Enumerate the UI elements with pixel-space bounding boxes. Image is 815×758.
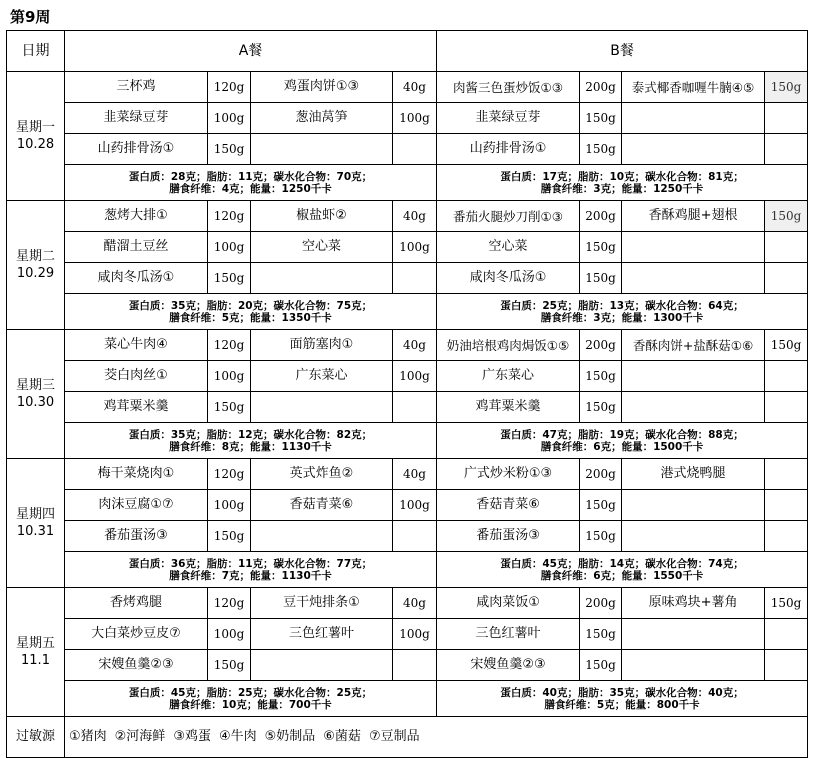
b-side-dish: 香酥肉饼+盐酥菇①⑥ — [622, 330, 765, 361]
a-meal-header: A餐 — [65, 31, 437, 72]
a-side-dish: 葱油莴笋 — [251, 103, 393, 134]
nutrition-row — [7, 552, 808, 588]
b-main-weight: 150g — [580, 521, 622, 552]
b-main-dish: 鸡茸粟米羹 — [437, 392, 580, 423]
b-nutrition-line-1: 蛋白质：47克；脂肪：19克；碳水化合物：88克； — [500, 428, 744, 441]
header-row — [7, 31, 808, 72]
allergen-item: ⑥菌菇 — [323, 729, 361, 744]
b-main-dish: 番茄火腿炒刀削①③ — [437, 201, 580, 232]
a-side-dish: 椒盐虾② — [251, 201, 393, 232]
a-side-weight — [393, 392, 437, 423]
allergen-item: ④牛肉 — [218, 729, 257, 744]
a-side-dish — [251, 650, 393, 681]
b-nutrition-line-1: 蛋白质：17克；脂肪：10克；碳水化合物：81克； — [500, 170, 744, 183]
a-main-dish: 醋溜土豆丝 — [65, 232, 208, 263]
a-nutrition-line-1: 蛋白质：35克；脂肪：12克；碳水化合物：82克； — [128, 428, 373, 441]
b-main-dish: 韭菜绿豆芽 — [437, 103, 580, 134]
b-main-dish: 咸肉冬瓜汤① — [437, 263, 580, 294]
a-main-dish: 咸肉冬瓜汤① — [65, 263, 208, 294]
b-side-dish: 原味鸡块+薯角 — [622, 588, 765, 619]
a-nutrition-line-2: 膳食纤维：8克；能量：1130千卡 — [169, 440, 332, 453]
a-main-weight: 150g — [208, 134, 251, 165]
b-main-weight: 150g — [580, 134, 622, 165]
b-side-dish — [622, 361, 765, 392]
b-nutrition — [437, 423, 808, 459]
a-side-dish: 香菇青菜⑥ — [251, 490, 393, 521]
b-main-dish: 番茄蛋汤③ — [437, 521, 580, 552]
b-nutrition-line-1: 蛋白质：25克；脂肪：13克；碳水化合物：64克； — [500, 299, 744, 312]
b-side-weight — [765, 103, 808, 134]
b-main-dish: 奶油培根鸡肉焗饭①⑤ — [437, 330, 580, 361]
a-nutrition-line-1: 蛋白质：28克；脂肪：11克；碳水化合物：70克； — [128, 170, 373, 183]
a-main-dish: 三杯鸡 — [65, 72, 208, 103]
b-nutrition-line-1: 蛋白质：45克；脂肪：14克；碳水化合物：74克； — [500, 557, 744, 570]
a-main-weight: 120g — [208, 201, 251, 232]
b-side-dish: 泰式椰香咖喱牛腩④⑤ — [622, 72, 765, 103]
b-side-dish — [622, 134, 765, 165]
a-side-weight: 100g — [393, 103, 437, 134]
a-side-weight: 100g — [393, 619, 437, 650]
a-main-weight: 120g — [208, 72, 251, 103]
allergy-legend — [65, 717, 808, 758]
nutrition-row — [7, 294, 808, 330]
b-side-weight — [765, 232, 808, 263]
allergy-label: 过敏源 — [7, 717, 65, 758]
date-label: 10.29 — [16, 266, 55, 281]
a-side-dish: 豆干炖排条① — [251, 588, 393, 619]
nutrition-row — [7, 165, 808, 201]
b-side-dish — [622, 650, 765, 681]
nutrition-row — [7, 681, 808, 717]
date-label: 10.31 — [16, 524, 55, 539]
b-main-weight: 150g — [580, 361, 622, 392]
a-main-weight: 150g — [208, 263, 251, 294]
dish-row — [7, 201, 808, 232]
b-main-weight: 200g — [580, 72, 622, 103]
a-side-dish: 鸡蛋肉饼①③ — [251, 72, 393, 103]
a-main-weight: 150g — [208, 521, 251, 552]
weekday-label: 星期一 — [15, 120, 55, 135]
b-main-weight: 150g — [580, 650, 622, 681]
dish-row — [7, 459, 808, 490]
b-side-dish — [622, 103, 765, 134]
a-main-dish: 茭白肉丝① — [65, 361, 208, 392]
date-label: 11.1 — [21, 653, 50, 668]
b-side-weight — [765, 619, 808, 650]
b-main-dish: 三色红薯叶 — [437, 619, 580, 650]
weekday-label: 星期三 — [15, 378, 55, 393]
b-side-weight: 150g — [765, 330, 808, 361]
a-side-weight: 40g — [393, 330, 437, 361]
a-side-weight: 40g — [393, 72, 437, 103]
a-main-weight: 100g — [208, 490, 251, 521]
b-side-weight — [765, 392, 808, 423]
a-side-weight — [393, 521, 437, 552]
a-nutrition-line-1: 蛋白质：36克；脂肪：11克；碳水化合物：77克； — [128, 557, 373, 570]
a-main-dish: 梅干菜烧肉① — [65, 459, 208, 490]
b-side-dish: 港式烧鸭腿 — [622, 459, 765, 490]
b-side-dish: 香酥鸡腿+翅根 — [622, 201, 765, 232]
a-main-dish: 宋嫂鱼羹②③ — [65, 650, 208, 681]
allergen-item: ①猪肉 — [69, 729, 107, 744]
b-side-weight — [765, 459, 808, 490]
a-nutrition — [65, 552, 437, 588]
b-side-dish — [622, 490, 765, 521]
b-main-dish: 香菇青菜⑥ — [437, 490, 580, 521]
b-nutrition — [437, 552, 808, 588]
b-main-weight: 200g — [580, 201, 622, 232]
a-side-dish: 面筋塞肉① — [251, 330, 393, 361]
a-side-dish — [251, 263, 393, 294]
b-main-dish: 空心菜 — [437, 232, 580, 263]
b-side-dish — [622, 619, 765, 650]
a-main-dish: 大白菜炒豆皮⑦ — [65, 619, 208, 650]
b-main-dish: 肉酱三色蛋炒饭①③ — [437, 72, 580, 103]
dish-row — [7, 490, 808, 521]
b-main-dish: 宋嫂鱼羹②③ — [437, 650, 580, 681]
b-side-dish — [622, 263, 765, 294]
week-title: 第9周 — [10, 8, 51, 26]
b-main-weight: 150g — [580, 263, 622, 294]
a-main-weight: 150g — [208, 392, 251, 423]
b-main-weight: 200g — [580, 459, 622, 490]
a-side-weight: 40g — [393, 201, 437, 232]
dish-row — [7, 232, 808, 263]
a-side-weight — [393, 263, 437, 294]
a-nutrition — [65, 681, 437, 717]
a-nutrition — [65, 294, 437, 330]
dish-row — [7, 650, 808, 681]
a-side-dish: 英式炸鱼② — [251, 459, 393, 490]
a-nutrition-line-2: 膳食纤维：7克；能量：1130千卡 — [169, 569, 332, 582]
weekday-label: 星期四 — [15, 507, 55, 522]
day-cell — [7, 588, 65, 717]
b-main-weight: 150g — [580, 103, 622, 134]
a-main-dish: 肉沫豆腐①⑦ — [65, 490, 208, 521]
a-main-dish: 山药排骨汤① — [65, 134, 208, 165]
b-main-weight: 150g — [580, 490, 622, 521]
b-main-weight: 200g — [580, 588, 622, 619]
weekday-label: 星期五 — [15, 636, 55, 651]
a-main-dish: 葱烤大排① — [65, 201, 208, 232]
allergen-item: ②河海鲜 — [114, 729, 166, 744]
a-side-weight: 100g — [393, 232, 437, 263]
nutrition-row — [7, 423, 808, 459]
b-side-dish — [622, 232, 765, 263]
b-meal-header: B餐 — [437, 31, 808, 72]
b-main-dish: 山药排骨汤① — [437, 134, 580, 165]
dish-row — [7, 134, 808, 165]
b-side-weight — [765, 134, 808, 165]
a-main-weight: 100g — [208, 232, 251, 263]
a-side-dish — [251, 134, 393, 165]
date-label: 10.28 — [16, 137, 55, 152]
a-side-dish — [251, 521, 393, 552]
a-main-dish: 韭菜绿豆芽 — [65, 103, 208, 134]
b-main-dish: 广式炒米粉①③ — [437, 459, 580, 490]
b-main-dish: 广东菜心 — [437, 361, 580, 392]
b-side-dish — [622, 521, 765, 552]
allergen-item: ⑦豆制品 — [368, 729, 420, 744]
dish-row — [7, 392, 808, 423]
b-side-dish — [622, 392, 765, 423]
b-nutrition-line-2: 膳食纤维：6克；能量：1500千卡 — [540, 440, 704, 453]
a-nutrition-line-1: 蛋白质：35克；脂肪：20克；碳水化合物：75克； — [128, 299, 373, 312]
a-main-weight: 100g — [208, 619, 251, 650]
b-nutrition-line-1: 蛋白质：40克；脂肪：35克；碳水化合物：40克； — [500, 686, 744, 699]
a-side-dish: 空心菜 — [251, 232, 393, 263]
a-main-weight: 120g — [208, 459, 251, 490]
day-cell — [7, 72, 65, 201]
a-main-dish: 番茄蛋汤③ — [65, 521, 208, 552]
b-side-weight — [765, 263, 808, 294]
b-nutrition-line-2: 膳食纤维：3克；能量：1300千卡 — [540, 311, 704, 324]
b-nutrition — [437, 681, 808, 717]
a-nutrition — [65, 165, 437, 201]
day-cell — [7, 201, 65, 330]
dish-row — [7, 361, 808, 392]
a-nutrition-line-2: 膳食纤维：5克；能量：1350千卡 — [169, 311, 332, 324]
menu-table — [6, 30, 808, 758]
a-nutrition-line-2: 膳食纤维：10克；能量：700千卡 — [169, 698, 332, 711]
b-nutrition-line-2: 膳食纤维：3克；能量：1250千卡 — [540, 182, 704, 195]
b-main-weight: 150g — [580, 392, 622, 423]
a-side-weight — [393, 650, 437, 681]
b-main-dish: 咸肉菜饭① — [437, 588, 580, 619]
allergen-item: ⑤奶制品 — [264, 729, 316, 744]
b-side-weight — [765, 361, 808, 392]
day-cell — [7, 330, 65, 459]
a-main-weight: 120g — [208, 330, 251, 361]
a-main-dish: 菜心牛肉④ — [65, 330, 208, 361]
date-label: 10.30 — [16, 395, 55, 410]
a-side-weight — [393, 134, 437, 165]
b-main-weight: 200g — [580, 330, 622, 361]
a-side-dish: 三色红薯叶 — [251, 619, 393, 650]
b-nutrition-line-2: 膳食纤维：6克；能量：1550千卡 — [540, 569, 704, 582]
b-nutrition-line-2: 膳食纤维：5克；能量：800千卡 — [544, 698, 700, 711]
date-header: 日期 — [7, 31, 65, 72]
a-nutrition — [65, 423, 437, 459]
a-main-weight: 120g — [208, 588, 251, 619]
a-main-dish: 香烤鸡腿 — [65, 588, 208, 619]
a-side-weight: 100g — [393, 361, 437, 392]
b-side-weight: 150g — [765, 72, 808, 103]
b-nutrition — [437, 294, 808, 330]
b-main-weight: 150g — [580, 232, 622, 263]
b-side-weight — [765, 521, 808, 552]
a-main-weight: 100g — [208, 103, 251, 134]
a-nutrition-line-2: 膳食纤维：4克；能量：1250千卡 — [169, 182, 332, 195]
b-main-weight: 150g — [580, 619, 622, 650]
a-main-weight: 150g — [208, 650, 251, 681]
a-side-dish — [251, 392, 393, 423]
a-nutrition-line-1: 蛋白质：45克；脂肪：25克；碳水化合物：25克； — [128, 686, 373, 699]
dish-row — [7, 72, 808, 103]
allergen-item: ③鸡蛋 — [173, 729, 211, 744]
dish-row — [7, 263, 808, 294]
dish-row — [7, 103, 808, 134]
a-side-weight: 100g — [393, 490, 437, 521]
b-side-weight: 150g — [765, 201, 808, 232]
b-side-weight: 150g — [765, 588, 808, 619]
a-side-weight: 40g — [393, 459, 437, 490]
a-side-weight: 40g — [393, 588, 437, 619]
day-cell — [7, 459, 65, 588]
a-side-dish: 广东菜心 — [251, 361, 393, 392]
dish-row — [7, 619, 808, 650]
weekday-label: 星期二 — [15, 249, 55, 264]
b-nutrition — [437, 165, 808, 201]
dish-row — [7, 330, 808, 361]
a-main-weight: 100g — [208, 361, 251, 392]
a-main-dish: 鸡茸粟米羹 — [65, 392, 208, 423]
dish-row — [7, 588, 808, 619]
b-side-weight — [765, 490, 808, 521]
b-side-weight — [765, 650, 808, 681]
dish-row — [7, 521, 808, 552]
allergy-row — [7, 717, 808, 758]
